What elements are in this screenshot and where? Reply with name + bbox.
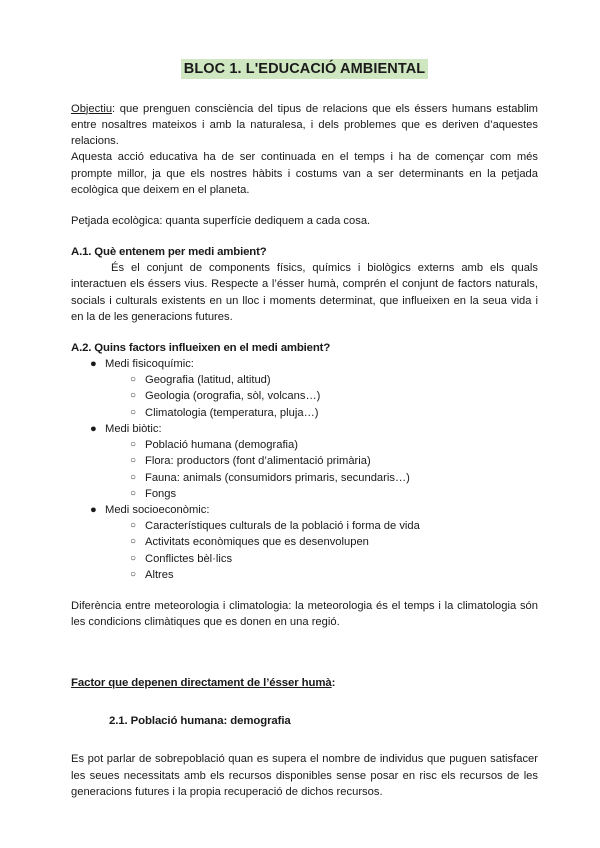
- spacer: [71, 691, 538, 713]
- list-item-label: Fauna: animals (consumidors primaris, secundaris…): [145, 471, 410, 484]
- bullet-circle-icon: ○: [130, 520, 137, 532]
- objectiu-label: Objectiu: [71, 102, 113, 115]
- heading-2-1: 2.1. Població humana: demografia: [109, 715, 291, 728]
- list-item: [105, 437, 538, 453]
- bullet-circle-icon: ○: [130, 406, 137, 418]
- list-item-label: Geologia (orografia, sòl, volcans…): [145, 390, 321, 403]
- page-title: [71, 60, 538, 79]
- objectiu-text: : que prenguen consciència del tipus de relacions que els éssers humans establim entre nosaltres mateixos i amb la naturalesa, i dels problemes que es deriven d’aquestes relacions.: [71, 102, 538, 148]
- list-item: [71, 421, 538, 502]
- list-item: [105, 518, 538, 534]
- sub-list: [105, 372, 538, 421]
- heading-factor-colon: :: [331, 677, 336, 690]
- bullet-disc-icon: ●: [90, 503, 97, 516]
- objectiu-paragraph: [71, 101, 538, 150]
- intro-paragraph-2: Aquesta acció educativa ha de ser continuada en el temps i ha de començar com més prompte millor, ja que els nostres hàbits i costums van a ser determinants en la petjada ecològica que deixem en el planeta.: [71, 151, 538, 196]
- heading-a2: A.2. Quins factors influeixen en el medi ambient?: [71, 342, 331, 355]
- spacer: [71, 729, 538, 751]
- heading-factor: [71, 675, 538, 691]
- spacer: [71, 198, 538, 213]
- bullet-circle-icon: ○: [130, 439, 137, 451]
- list-item: [105, 372, 538, 388]
- bullet-circle-icon: ○: [130, 455, 137, 467]
- list-item: [105, 567, 538, 583]
- list-item: [105, 470, 538, 486]
- body-2-1: Es pot parlar de sobrepoblació quan es supera el nombre de individus que puguen satisfacer les seues necessitats amb els recursos disponibles sense posar en risc els recursos de les generacions futures i la propia recuperació de dichos recursos.: [71, 753, 538, 798]
- sub-list: [105, 518, 538, 583]
- sub-list: [105, 437, 538, 502]
- spacer: [71, 229, 538, 244]
- list-item-label: Medi fisicoquímic:: [105, 358, 194, 371]
- heading-a1: A.1. Què entenem per medi ambient?: [71, 246, 267, 259]
- list-item-label: Altres: [145, 568, 174, 581]
- bullet-circle-icon: ○: [130, 390, 137, 402]
- bullet-circle-icon: ○: [130, 536, 137, 548]
- intro-paragraph-3: Petjada ecològica: quanta superfície dediquem a cada cosa.: [71, 215, 371, 228]
- list-item-label: Geografia (latitud, altitud): [145, 374, 271, 387]
- list-item-label: Flora: productors (font d’alimentació primària): [145, 455, 371, 468]
- list-item: [105, 405, 538, 421]
- list-item-label: Fongs: [145, 487, 177, 500]
- spacer: [71, 660, 538, 675]
- bullet-disc-icon: ●: [90, 422, 97, 435]
- spacer: [71, 325, 538, 340]
- list-item: [105, 453, 538, 469]
- page-title-highlight: BLOC 1. L'EDUCACIÓ AMBIENTAL: [181, 59, 428, 79]
- list-item: [105, 388, 538, 404]
- bullet-circle-icon: ○: [130, 568, 137, 580]
- list-item-label: Característiques culturals de la població i forma de vida: [145, 520, 420, 533]
- list-item-label: Medi socioeconòmic:: [105, 503, 210, 516]
- factors-list: [71, 356, 538, 583]
- list-item-label: Conflictes bèl·lics: [145, 552, 233, 565]
- list-item-label: Climatologia (temperatura, pluja…): [145, 406, 319, 419]
- list-item-label: Activitats econòmiques que es desenvolupen: [145, 536, 369, 549]
- spacer: [71, 630, 538, 660]
- meteorologia-paragraph: Diferència entre meteorologia i climatologia: la meteorologia és el temps i la climatologia són les condicions climàtiques que es donen en una regió.: [71, 599, 538, 629]
- list-item: [71, 356, 538, 421]
- body-a1: És el conjunt de components físics, químics i biològics externs amb els quals interactuen els éssers vius. Respecte a l’ésser humà, comprén el conjunt de factors naturals, socials i culturals existents en un lloc i moments determinat, que influeixen en la seua vida i en la de les generacions futures.: [71, 262, 538, 323]
- list-item: [71, 502, 538, 583]
- bullet-circle-icon: ○: [130, 471, 137, 483]
- list-item: [105, 534, 538, 550]
- list-item: [105, 486, 538, 502]
- bullet-circle-icon: ○: [130, 552, 137, 564]
- spacer: [71, 583, 538, 598]
- bullet-circle-icon: ○: [130, 487, 137, 499]
- bullet-circle-icon: ○: [130, 374, 137, 386]
- heading-factor-text: Factor que depenen directament de l’ésser humà: [71, 677, 332, 690]
- list-item-label: Població humana (demografia): [145, 439, 298, 452]
- list-item: [105, 551, 538, 567]
- bullet-disc-icon: ●: [90, 358, 97, 371]
- list-item-label: Medi biòtic:: [105, 422, 162, 435]
